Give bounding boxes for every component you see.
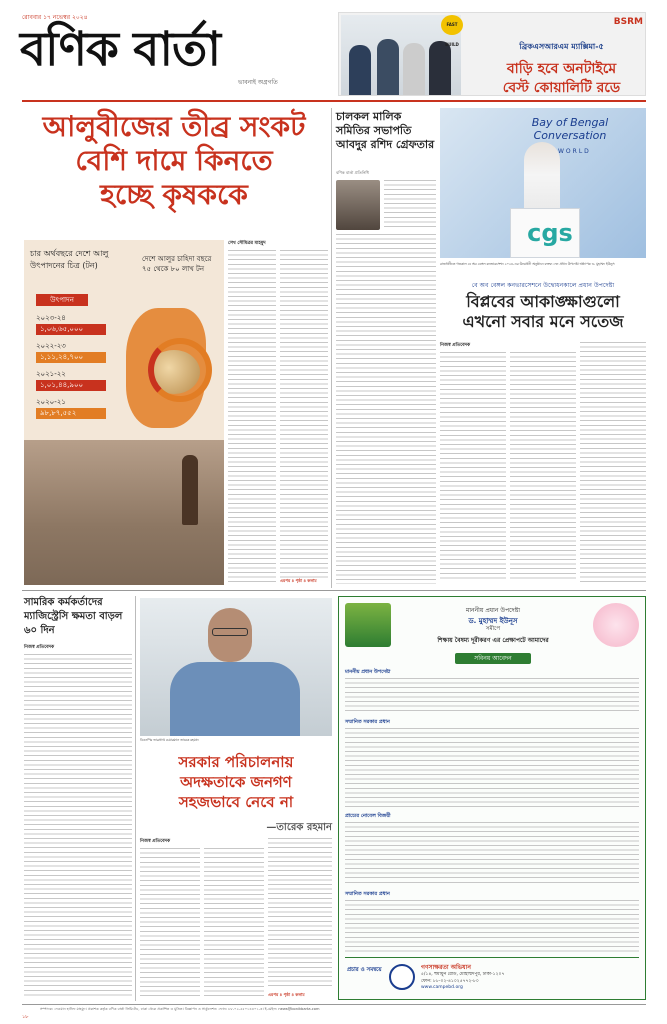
footer-imprint: সম্পাদক: দেওয়ান হানিফ মাহমুদ। প্রকাশক কর্তৃক বণিক বার্তা লিমিটেড, ঢাকা থেকে প্রকাশিত ও মুদ্রিত। বিজ্ঞাপন ও সার্কুলেশন: ফোন: ৮৮-০২-৫৫০১৪৪০১-৩। ই-মেইল: news@bonikbarta.com	[40, 1007, 320, 1011]
notice-sign-block	[345, 957, 639, 995]
footer-divider	[22, 1004, 646, 1005]
year-label: ২০২১-২২	[36, 370, 66, 378]
mid-left-body	[24, 654, 132, 999]
production-bar: ১,০৬,৬৫,০০০	[36, 324, 106, 335]
production-bar: ১,০১,৪৪,৯০০	[36, 380, 106, 391]
notice-org: গণসাক্ষরতা অভিযান	[421, 964, 471, 971]
top-right-byline: নিজস্ব প্রতিবেদক	[440, 343, 471, 348]
notice-web[interactable]: www.campebd.org	[421, 985, 463, 990]
notice-phone: ফোন: ৮৮-০২-৪১০২৫৭৭২-৮০	[421, 979, 479, 984]
page-number: ১৮	[22, 1014, 29, 1020]
notice-salutation: সমীপে	[485, 626, 501, 632]
production-bar: ১,১১,২৪,৭০০	[36, 352, 106, 363]
center-body-col-2	[204, 848, 264, 998]
banner-title: Bay of Bengal Conversation	[531, 116, 609, 142]
side-story-byline: বণিক বার্তা প্রতিনিধি	[336, 170, 369, 175]
notice-paragraph	[345, 900, 639, 952]
center-attribution: —তারেক রহমান	[266, 822, 332, 833]
demand-donut	[148, 338, 212, 402]
masthead-title: বণিক বার্তা	[20, 22, 220, 77]
masthead-divider	[22, 100, 646, 102]
top-right-body-col-1	[440, 352, 506, 582]
top-right-body-col-3	[580, 342, 646, 582]
notice-section-heading: মাননীয় প্রধান উপদেষ্টা	[345, 669, 391, 675]
masthead-date: রোববার ১৭ নভেম্বর ২০২৪	[22, 14, 88, 21]
farmer-figure	[182, 455, 198, 525]
cgs-logo: cgs	[527, 219, 573, 247]
notice-sign-left: প্রচার ও সমন্বয়ে	[347, 967, 382, 973]
column-divider	[331, 108, 332, 588]
center-photo-caption: বিএনপির ভারপ্রাপ্ত চেয়ারম্যান তারেক রহমান	[140, 738, 199, 742]
conference-photo-caption: রাজধানীতে গতকাল বে অব বেঙ্গল কনভারসেশন ২০২৪-এর উদ্বোধনী অনুষ্ঠানে বক্তব্য দেন প্রধান উপদেষ্টা অধ্যাপক ড. মুহাম্মদ ইউনূস	[440, 262, 615, 266]
lead-byline: সেখ সৌমিত্রর মাহমুদ	[228, 241, 266, 246]
notice-section-heading: সম্মানিত সরকার প্রধান	[345, 891, 390, 897]
side-story-body	[384, 180, 436, 230]
person-silhouette	[403, 43, 425, 95]
year-label: ২০২৩-২৪	[36, 314, 66, 322]
side-story-photo	[336, 180, 380, 230]
conference-photo	[440, 108, 646, 258]
person-suit	[170, 662, 300, 736]
ad-brand-logo: BSRM	[613, 17, 643, 27]
center-body-col-1	[140, 848, 200, 998]
lead-headline: আলুবীজের তীব্র সংকট বেশি দামে কিনতে হচ্ছে কৃষককে	[42, 110, 306, 211]
eyeglasses	[212, 628, 248, 636]
notice-paragraph	[345, 822, 639, 886]
person-silhouette	[377, 39, 399, 95]
lead-body-col-2	[280, 250, 328, 578]
top-right-kicker: বে অব বেঙ্গল কনভারসেশনে উদ্বোধনকালে প্রধান উপদেষ্টা	[471, 282, 615, 289]
notice-paragraph	[345, 728, 639, 808]
notice-section-heading: সম্মানিত সরকার প্রধান	[345, 719, 390, 725]
notice-subject: শিক্ষায় বৈষম্য দূরীকরণ এর প্রেক্ষাপটে আমাদের	[437, 637, 549, 644]
lead-body-col-1	[228, 250, 276, 585]
center-headline: সরকার পরিচালনায় অদক্ষতাকে জনগণ সহজভাবে নেবে না	[178, 753, 294, 811]
person-silhouette	[349, 45, 371, 95]
notice-box	[338, 596, 646, 1000]
side-story-body	[336, 234, 436, 584]
ad-line-2: বাড়ি হবে অনটাইমে	[506, 61, 617, 77]
mid-left-headline: সামরিক কর্মকর্তাদের ম্যাজিস্ট্রেসি ক্ষমতা বাড়ল ৬০ দিন	[24, 597, 123, 636]
ad-banner[interactable]	[338, 12, 646, 96]
notice-right-illustration	[593, 603, 639, 647]
year-label: ২০২২-২৩	[36, 342, 66, 350]
column-divider	[135, 596, 136, 1001]
notice-addressee: মাননীয় প্রধান উপদেষ্টা	[465, 607, 521, 614]
campe-logo-icon	[389, 964, 415, 990]
notice-section-heading: প্রাচ্যের নোবেল বিজয়ী	[345, 813, 391, 819]
year-label: ২০২০-২১	[36, 398, 66, 406]
notice-left-illustration	[345, 603, 391, 647]
banner-sub: WORLD	[558, 148, 591, 155]
potato-infographic	[24, 240, 224, 585]
top-right-headline: বিপ্লবের আকাঙ্ক্ষাগুলো এখনো সবার মনে সতেজ	[462, 292, 624, 331]
notice-tab: সবিনয় আবেদন	[455, 653, 531, 664]
center-photo	[140, 598, 332, 736]
mid-left-byline: নিজস্ব প্রতিবেদক	[24, 645, 55, 650]
center-byline: নিজস্ব প্রতিবেদক	[140, 839, 171, 844]
production-bar: ৯৮,৮৭,৫৫২	[36, 408, 106, 419]
notice-paragraph	[345, 678, 639, 714]
top-right-body-col-2	[510, 352, 576, 582]
notice-name: ড. মুহাম্মদ ইউনূস	[468, 617, 518, 625]
ad-line-3: বেস্ট কোয়ালিটি রডে	[502, 80, 621, 96]
masthead-tagline: ভাবনাই অগ্রগতি	[238, 79, 278, 86]
lead-continued: এরপর ৪ পৃষ্ঠা ৪ কলাম	[280, 578, 317, 583]
side-story-headline: চালকল মালিক সমিতির সভাপতি আবদুর রশিদ গ্রেফতার	[336, 110, 435, 151]
ad-line-1: ব্রিকএসআরএম ম্যাক্সিমা-৫	[519, 42, 604, 51]
infographic-title: চার অর্থবছরে দেশে আলু উৎপাদনের চিত্র (টন)	[30, 249, 109, 270]
production-header: উৎপাদন	[36, 294, 88, 306]
section-divider	[22, 590, 646, 591]
ad-badge: FAST BUILD	[441, 15, 463, 35]
center-body-col-3	[268, 838, 332, 990]
demand-note: দেশে আলুর চাহিদা বছরে ৭৫ থেকে ৮০ লাখ টন	[142, 255, 212, 273]
center-continued: এরপর ৪ পৃষ্ঠা ৪ কলাম	[268, 992, 305, 997]
notice-address: ৫/১৪, হুমায়ুন রোড, মোহাম্মদপুর, ঢাকা-১২০৭	[421, 972, 505, 977]
